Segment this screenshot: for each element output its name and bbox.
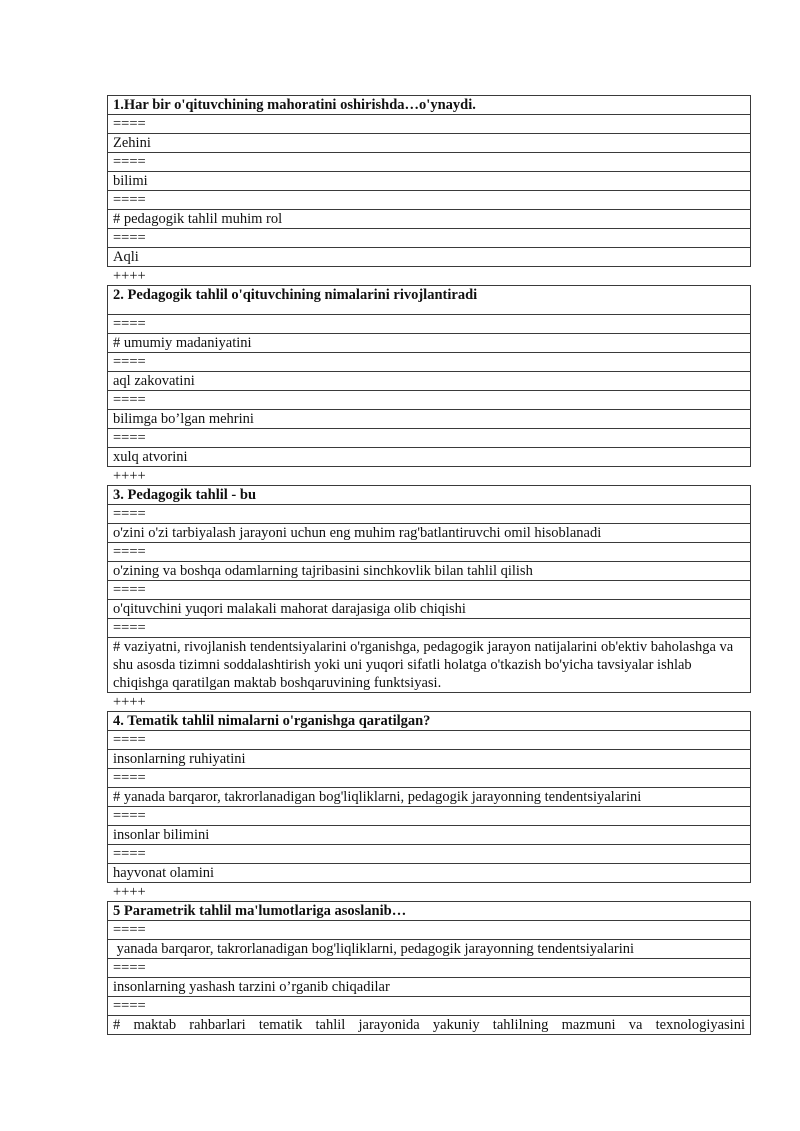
block-separator: ++++ — [113, 468, 146, 484]
question-block-5 — [107, 901, 751, 1035]
option-text: insonlarning ruhiyatini — [108, 750, 751, 769]
option-text-correct: # maktab rahbarlari tematik tahlil jarayonida yakuniy tahlilning mazmuni va texnologiyasini — [108, 1016, 751, 1035]
option-separator: ==== — [108, 543, 751, 562]
option-separator: ==== — [108, 505, 751, 524]
option-separator: ==== — [108, 353, 751, 372]
option-text: bilimga bo’lgan mehrini — [108, 410, 751, 429]
block-separator: ++++ — [113, 694, 146, 710]
option-separator: ==== — [108, 581, 751, 600]
option-separator: ==== — [108, 807, 751, 826]
test-content — [107, 95, 751, 1035]
option-separator: ==== — [108, 191, 751, 210]
question-block-2 — [107, 285, 751, 467]
option-text-correct: # pedagogik tahlil muhim rol — [108, 210, 751, 229]
option-text: o'zini o'zi tarbiyalash jarayoni uchun eng muhim rag'batlantiruvchi omil hisoblanadi — [108, 524, 751, 543]
option-separator: ==== — [108, 921, 751, 940]
question-block-1 — [107, 95, 751, 267]
block-separator: ++++ — [113, 268, 146, 284]
option-separator: ==== — [108, 315, 751, 334]
option-text: bilimi — [108, 172, 751, 191]
option-text: o'zining va boshqa odamlarning tajribasini sinchkovlik bilan tahlil qilish — [108, 562, 751, 581]
option-separator: ==== — [108, 115, 751, 134]
option-separator: ==== — [108, 153, 751, 172]
option-text: Zehini — [108, 134, 751, 153]
question-text: 5 Parametrik tahlil ma'lumotlariga asoslanib… — [108, 902, 751, 921]
block-separator: ++++ — [113, 884, 146, 900]
option-separator: ==== — [108, 959, 751, 978]
option-text: Aqli — [108, 248, 751, 267]
option-separator: ==== — [108, 391, 751, 410]
question-text: 3. Pedagogik tahlil - bu — [108, 486, 751, 505]
option-separator: ==== — [108, 997, 751, 1016]
option-text: o'qituvchini yuqori malakali mahorat darajasiga olib chiqishi — [108, 600, 751, 619]
option-separator: ==== — [108, 429, 751, 448]
option-text: xulq atvorini — [108, 448, 751, 467]
question-text: 1.Har bir o'qituvchining mahoratini oshirishda…o'ynaydi. — [108, 96, 751, 115]
option-separator: ==== — [108, 845, 751, 864]
option-text: insonlar bilimini — [108, 826, 751, 845]
option-text-correct: # vaziyatni, rivojlanish tendentsiyalarini o'rganishga, pedagogik jarayon natijalarini ob'ektiv baholashga va shu asosda tizimni soddalashtirish yoki uni yuqori sifatli holatga o'tkazish bo'yicha tavsiyalar ishlab chiqishga qaratilgan maktab boshqaruvining funktsiyasi. — [108, 638, 751, 693]
option-text: insonlarning yashash tarzini o’rganib chiqadilar — [108, 978, 751, 997]
question-text: 4. Tematik tahlil nimalarni o'rganishga qaratilgan? — [108, 712, 751, 731]
option-text: yanada barqaror, takrorlanadigan bog'liqliklarni, pedagogik jarayonning tendentsiyalarini — [108, 940, 751, 959]
question-text: 2. Pedagogik tahlil o'qituvchining nimalarini rivojlantiradi — [108, 286, 751, 315]
option-separator: ==== — [108, 731, 751, 750]
option-text: aql zakovatini — [108, 372, 751, 391]
option-separator: ==== — [108, 619, 751, 638]
option-text-correct: # yanada barqaror, takrorlanadigan bog'liqliklarni, pedagogik jarayonning tendentsiyalarini — [108, 788, 751, 807]
question-block-3 — [107, 485, 751, 693]
option-text: hayvonat olamini — [108, 864, 751, 883]
option-separator: ==== — [108, 769, 751, 788]
question-block-4 — [107, 711, 751, 883]
option-text-correct: # umumiy madaniyatini — [108, 334, 751, 353]
option-separator: ==== — [108, 229, 751, 248]
